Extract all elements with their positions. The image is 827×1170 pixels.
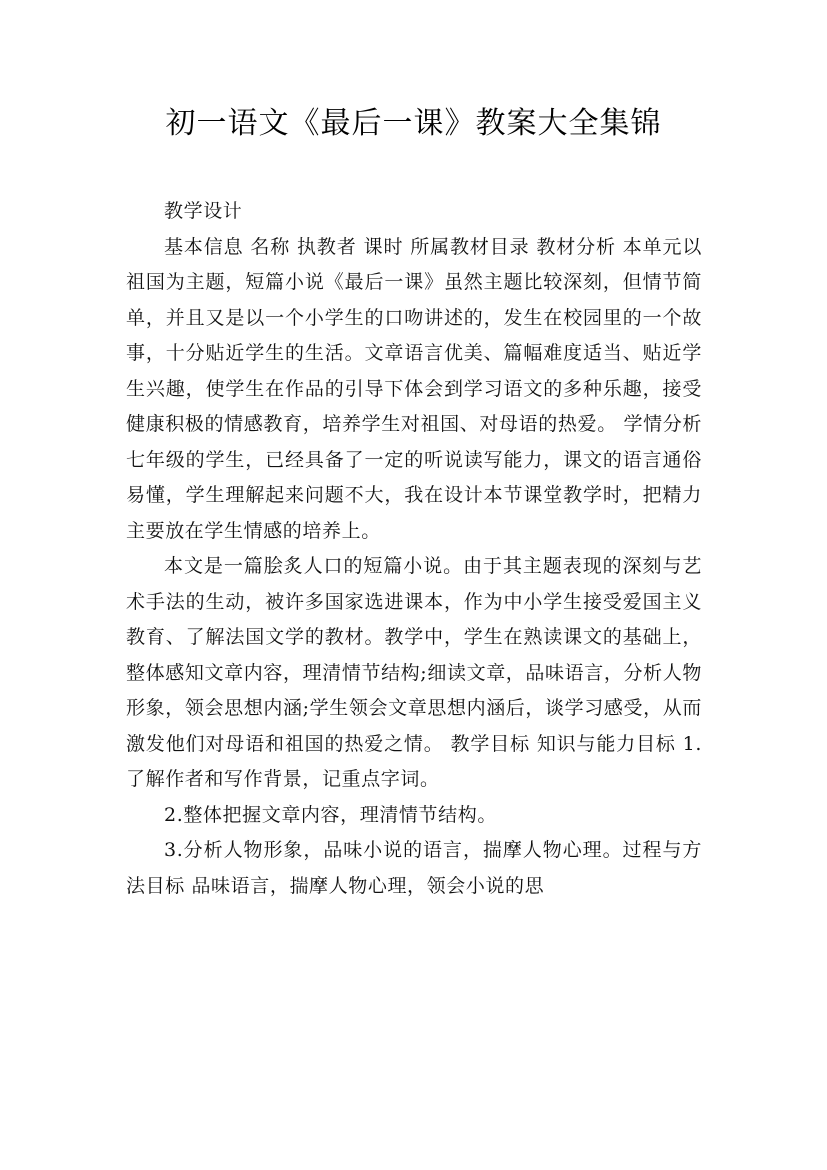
paragraph-text-analysis: 本文是一篇脍炙人口的短篇小说。由于其主题表现的深刻与艺术手法的生动，被许多国家选进课本，作为中小学生接受爱国主义教育、了解法国文学的教材。教学中，学生在熟读课文的基础上，整体感知文章内容，理清情节结构;细读文章，品味语言，分析人物形象，领会思想内涵;学生领会文章思想内涵后，谈学习感受，从而激发他们对母语和祖国的热爱之情。 教学目标 知识与能力目标 1.了解作者和写作背景，记重点字词。 xyxy=(126,555,702,790)
paragraph-teaching-design: 教学设计 xyxy=(164,200,243,222)
paragraph-basic-info: 基本信息 名称 执教者 课时 所属教材目录 教材分析 本单元以祖国为主题，短篇小说《最后一课》虽然主题比较深刻，但情节简单，并且又是以一个小学生的口吻讲述的，发生在校园里的一个故事，十分贴近学生的生活。文章语言优美、篇幅难度适当、贴近学生兴趣，使学生在作品的引导下体会到学习语文的多种乐趣，接受健康积极的情感教育，培养学生对祖国、对母语的热爱。 学情分析 七年级的学生，已经具备了一定的听说读写能力，课文的语言通俗易懂，学生理解起来问题不大，我在设计本节课堂教学时，把精力主要放在学生情感的培养上。 xyxy=(126,235,702,542)
document-title: 初一语文《最后一课》教案大全集锦 xyxy=(165,106,662,141)
document-body xyxy=(126,194,702,904)
paragraph-objective-3: 3.分析人物形象，品味小说的语言，揣摩人物心理。过程与方法目标 品味语言，揣摩人物心理，领会小说的思 xyxy=(126,839,702,897)
paragraph-objective-2: 2.整体把握文章内容，理清情节结构。 xyxy=(164,803,497,826)
